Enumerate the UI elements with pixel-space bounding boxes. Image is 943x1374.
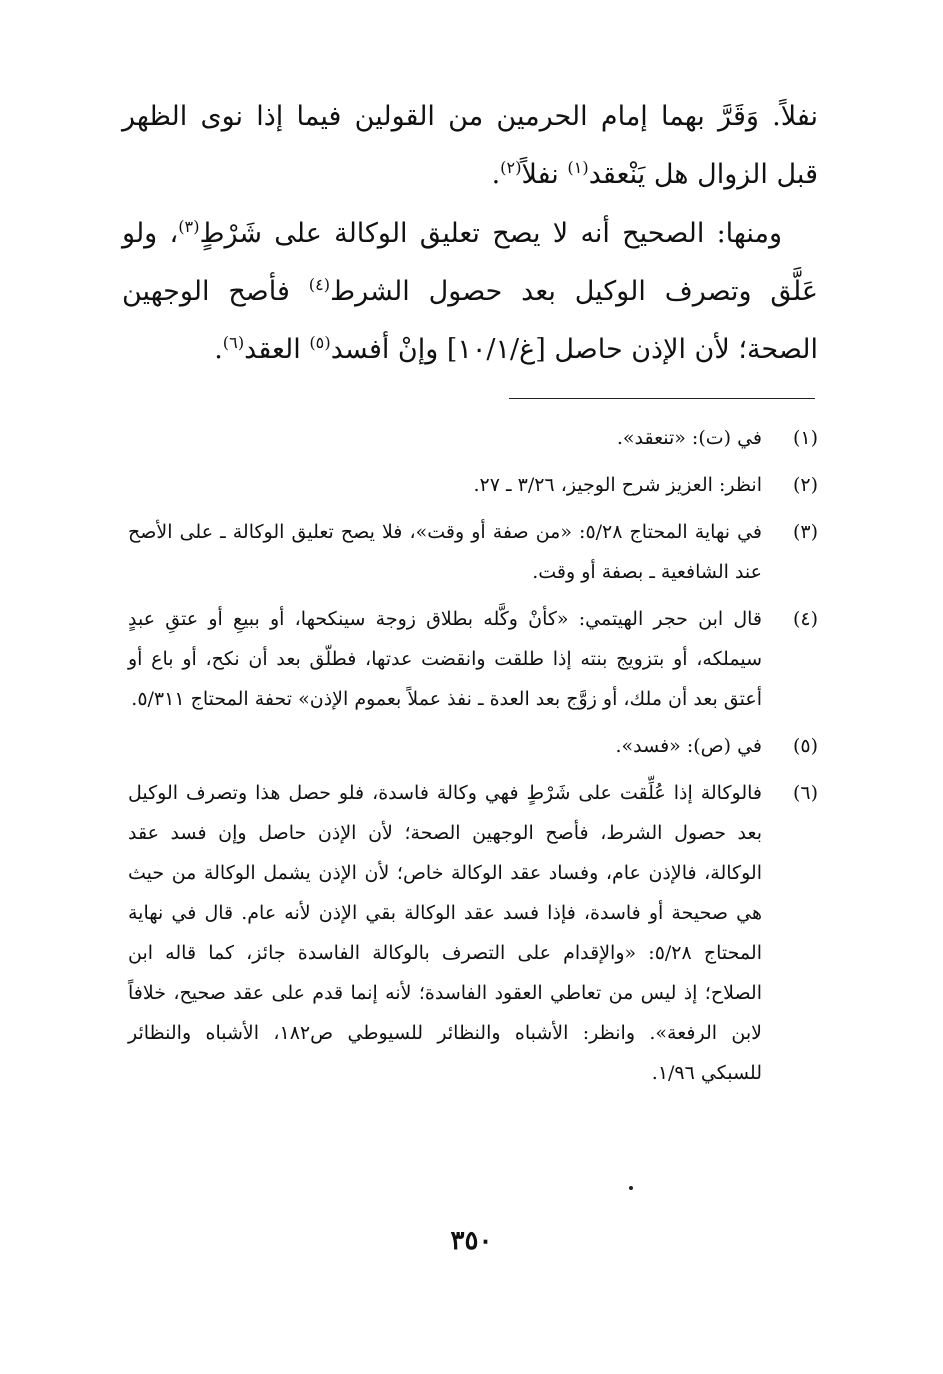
body-paragraph-2 — [122, 205, 818, 379]
footnote-item — [128, 773, 818, 1093]
footnote-number: (١) — [792, 427, 818, 449]
footnote-ref-2[interactable]: (٢) — [500, 158, 522, 177]
footnotes-section — [128, 418, 818, 1100]
footnote-text: فالوكالة إذا عُلِّقت على شَرْطٍ فهي وكالة فاسدة، فلو حصل هذا وتصرف الوكيل بعد حصول الشرط، فأصح الوجهين الصحة؛ لأن الإذن حاصل وإن فسد عقد الوكالة، فالإذن عام، وفساد عقد الوكالة خاص؛ لأن الإذن يشمل الوكالة من حيث هي صحيحة أو فاسدة، فإذا فسد عقد الوكالة بقي الإذن لأنه عام. قال في نهاية المحتاج ٥/٢٨: «والإقدام على التصرف بالوكالة الفاسدة جائز، كما قاله ابن الصلاح؛ إذ ليس من تعاطي العقود الفاسدة؛ لأنه إنما قدم على عقد صحيح، خلافاً لابن الرفعة». وانظر: الأشباه والنظائر للسيوطي ص١٨٢، الأشباه والنظائر للسبكي ١/٩٦. — [128, 782, 762, 1084]
footnote-text: في (ص): «فسد». — [615, 735, 762, 757]
paragraph-2-text-b: ، ولو عَلَّق وتصرف الوكيل بعد حصول الشرط — [122, 218, 818, 307]
paragraph-1-text-a: نفلاً. وَقَرَّ بهما إمام الحرمين من القولين فيما إذا نوى الظهر قبل الزوال هل يَنْعقد — [122, 101, 818, 190]
paragraph-2-text-e: . — [214, 334, 223, 365]
paragraph-2-text-d: العقد — [244, 334, 310, 365]
footnote-number: (٦) — [792, 782, 818, 804]
footnote-number: (٢) — [792, 474, 818, 496]
footnote-ref-3[interactable]: (٣) — [178, 217, 200, 236]
footnote-text: في (ت): «تنعقد». — [616, 427, 762, 449]
page-number: ٣٥٠ — [450, 1226, 493, 1256]
footnote-ref-1[interactable]: (١) — [567, 158, 589, 177]
footnote-item — [128, 599, 818, 719]
footnote-item — [128, 726, 818, 766]
footnote-number: (٥) — [792, 735, 818, 757]
footnote-ref-6[interactable]: (٦) — [222, 333, 245, 352]
footnote-text: في نهاية المحتاج ٥/٢٨: «من صفة أو وقت»، فلا يصح تعليق الوكالة ـ على الأصح عند الشافعية ـ بصفة أو وقت. — [128, 521, 762, 583]
paragraph-1-text-b: نفلاً — [521, 159, 568, 190]
paragraph-2-text-a: ومنها: الصحيح أنه لا يصح تعليق الوكالة على شَرْطٍ — [199, 218, 782, 249]
footnote-number: (٣) — [792, 521, 818, 543]
paragraph-1-text-c: . — [491, 159, 501, 190]
footnote-ref-5[interactable]: (٥) — [309, 333, 331, 352]
paragraph-2-text-c: فأصح الوجهين الصحة؛ لأن الإذن حاصل [غ/١٠/١] وإنْ أفسد — [122, 276, 818, 365]
footnote-text: قال ابن حجر الهيتمي: «كأنْ وكَّله بطلاق زوجة سينكحها، أو ببيعِ أو عتقِ عبدٍ سيملكه، أو بتزويج بنته إذا طلقت وانقضت عدتها، فطلّق بعد أن نكح، أو باع أو أعتق بعد أن ملك، أو زوَّج بعد العدة ـ نفذ عملاً بعموم الإذن» تحفة المحتاج ٥/٣١١. — [128, 608, 762, 710]
body-paragraph-1 — [122, 88, 818, 204]
footnote-ref-4[interactable]: (٤) — [308, 275, 331, 294]
ink-dot — [629, 1186, 633, 1190]
footnote-divider — [509, 398, 815, 399]
footnote-text: انظر: العزيز شرح الوجيز، ٣/٢٦ ـ ٢٧. — [473, 474, 762, 496]
footnote-number: (٤) — [792, 608, 818, 630]
footnote-item — [128, 418, 818, 458]
footnote-item — [128, 465, 818, 505]
footnote-item — [128, 512, 818, 592]
